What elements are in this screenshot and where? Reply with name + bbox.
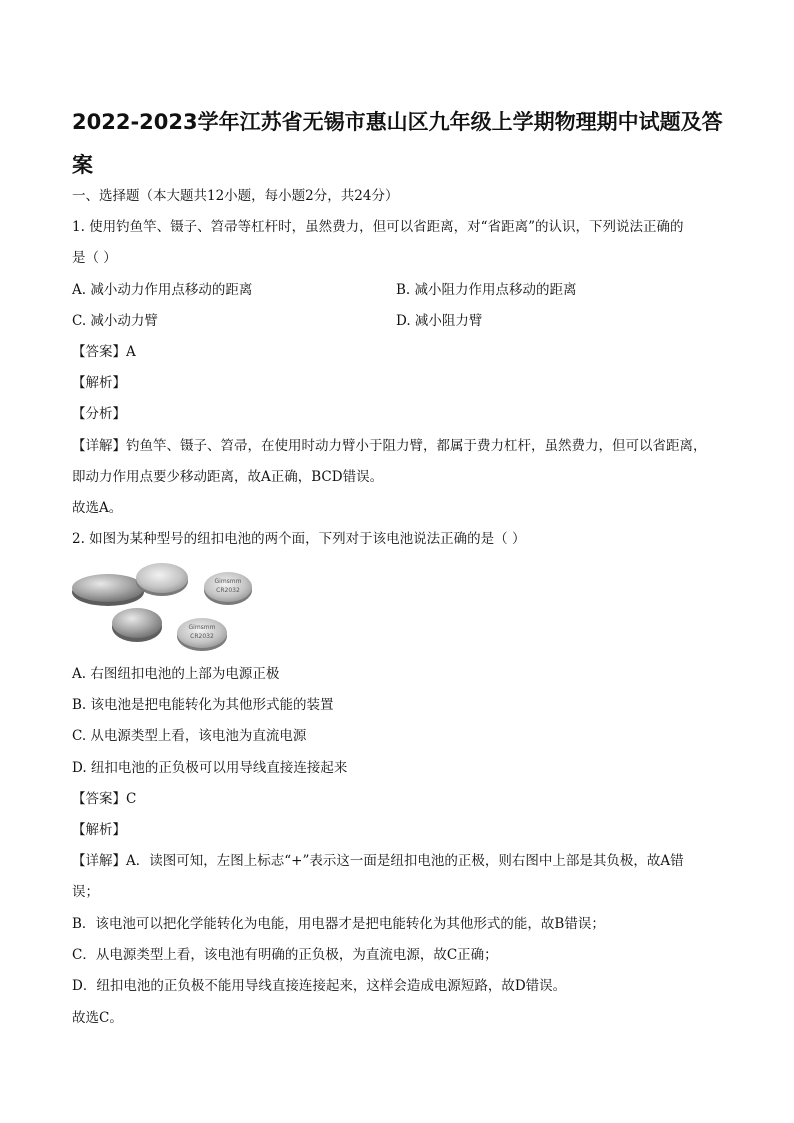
q2-option-b: B. 该电池是把电能转化为其他形式能的装置 bbox=[72, 697, 334, 713]
q1-detail-line1: 【详解】钓鱼竿、镊子、笤帚，在使用时动力臂小于阻力臂，都属于费力杠杆，虽然费力，但可以省距离， bbox=[72, 438, 707, 454]
battery-right-model: CR2032 bbox=[216, 587, 240, 594]
button-battery-photo bbox=[70, 562, 270, 654]
q1-stem-line1: 1. 使用钓鱼竿、镊子、笤帚等杠杆时，虽然费力，但可以省距离，对“省距离”的认识，下列说法正确的 bbox=[72, 219, 684, 235]
battery-right bbox=[204, 572, 252, 605]
q1-option-c: C. 减小动力臂 bbox=[72, 313, 158, 329]
q1-stem-line2: 是（ ） bbox=[72, 250, 117, 266]
page-title: 2022-2023学年江苏省无锡市惠山区九年级上学期物理期中试题及答案 bbox=[72, 110, 723, 177]
battery-left bbox=[72, 574, 144, 606]
q2-option-c: C. 从电源类型上看，该电池为直流电源 bbox=[72, 728, 307, 744]
q2-option-d: D. 纽扣电池的正负极可以用导线直接连接起来 bbox=[72, 760, 348, 776]
q2-detail-d: D．纽扣电池的正负极不能用导线直接连接起来，这样会造成电源短路，故D错误。 bbox=[72, 978, 567, 994]
battery-bottom-brand: Gimsmm bbox=[188, 624, 216, 631]
q2-detail-line1: 【详解】A．读图可知，左图上标志“+”表示这一面是纽扣电池的正极，则右图中上部是其负极，故A错 bbox=[72, 853, 684, 869]
q2-stem: 2. 如图为某种型号的纽扣电池的两个面，下列对于该电池说法正确的是（ ） bbox=[72, 531, 526, 547]
q2-detail-b: B．该电池可以把化学能转化为电能，用电器才是把电能转化为其他形式的能，故B错误； bbox=[72, 916, 605, 932]
q1-answer: 【答案】A bbox=[72, 344, 136, 360]
q1-option-a: A. 减小动力作用点移动的距离 bbox=[72, 282, 253, 298]
battery-right-brand: Gimsmm bbox=[214, 578, 242, 585]
battery-bottom-model: CR2032 bbox=[190, 633, 214, 640]
section-heading: 一、选择题（本大题共12小题，每小题2分，共24分） bbox=[72, 188, 399, 204]
battery-bottom-right bbox=[177, 618, 227, 651]
q1-fenxi: 【分析】 bbox=[72, 406, 126, 422]
q2-conclusion: 故选C。 bbox=[72, 1010, 123, 1026]
battery-top-middle bbox=[136, 563, 188, 596]
q2-option-a: A. 右图纽扣电池的上部为电源正极 bbox=[72, 666, 280, 682]
q2-detail-c: C．从电源类型上看，该电池有明确的正负极，为直流电源，故C正确； bbox=[72, 947, 498, 963]
q1-option-d: D. 减小阻力臂 bbox=[396, 313, 483, 329]
q1-detail-line2: 即动力作用点要少移动距离，故A正确，BCD错误。 bbox=[72, 469, 384, 485]
q2-analysis: 【解析】 bbox=[72, 822, 126, 838]
q1-option-b: B. 减小阻力作用点移动的距离 bbox=[396, 282, 577, 298]
q2-answer: 【答案】C bbox=[72, 791, 137, 807]
q1-conclusion: 故选A。 bbox=[72, 500, 123, 516]
q1-analysis: 【解析】 bbox=[72, 375, 126, 391]
q2-detail-line2: 误； bbox=[72, 884, 99, 900]
battery-bottom-middle bbox=[112, 608, 162, 642]
